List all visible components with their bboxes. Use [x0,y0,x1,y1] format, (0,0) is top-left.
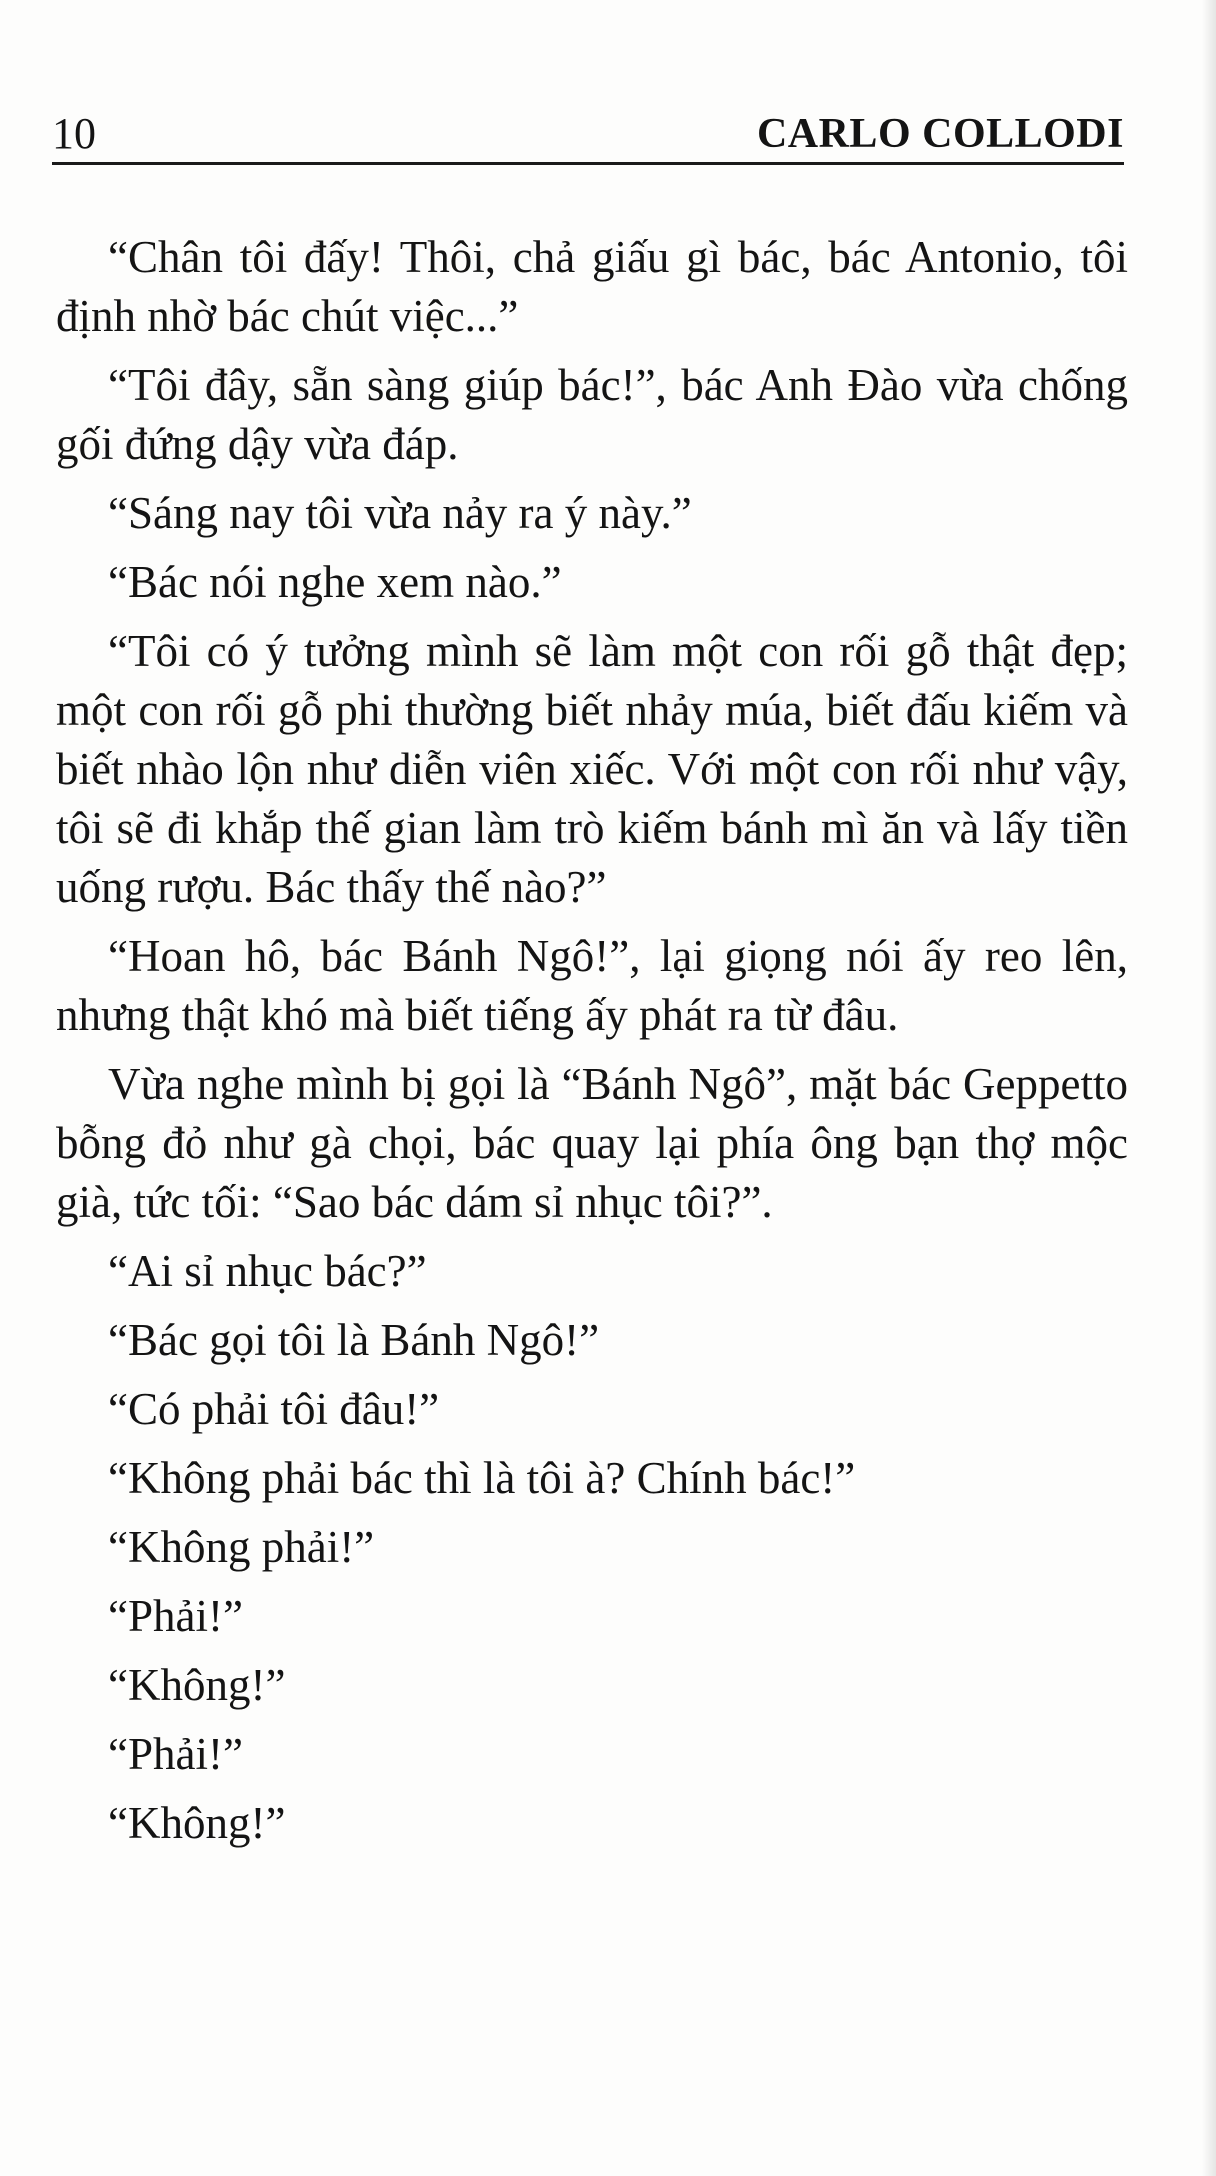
paragraph: “Không phải bác thì là tôi à? Chính bác!” [108,1453,856,1503]
paragraph: “Tôi có ý tưởng mình sẽ làm một con rối gỗ thật đẹp; một con rối gỗ phi thường biết nhảy múa, biết đấu kiếm và biết nhào lộn như diễn viên xiếc. Với một con rối như vậy, tôi sẽ đi khắp thế gian làm trò kiếm bánh mì ăn và lấy tiền uống rượu. Bác thấy thế nào?” [56,626,1128,912]
paragraph: “Chân tôi đấy! Thôi, chả giấu gì bác, bác Antonio, tôi định nhờ bác chút việc...” [56,232,1128,341]
paragraph: “Không phải!” [108,1522,375,1572]
header-rule [52,162,1124,165]
paragraph: “Có phải tôi đâu!” [108,1384,440,1434]
page-edge-shadow [1202,0,1216,2176]
page-body [56,228,1128,1853]
paragraph: “Không!” [108,1660,286,1710]
page-number: 10 [52,109,96,158]
paragraph: “Không!” [108,1798,286,1848]
paragraph: “Phải!” [108,1591,243,1641]
paragraph: “Hoan hô, bác Bánh Ngô!”, lại giọng nói ấy reo lên, nhưng thật khó mà biết tiếng ấy phát ra từ đâu. [56,931,1128,1040]
page-header [52,108,1124,164]
paragraph: “Ai sỉ nhục bác?” [108,1246,427,1296]
paragraph: “Bác nói nghe xem nào.” [108,557,562,607]
running-title: CARLO COLLODI [756,111,1124,157]
paragraph: “Bác gọi tôi là Bánh Ngô!” [108,1315,600,1365]
paragraph: “Phải!” [108,1729,243,1779]
paragraph: “Sáng nay tôi vừa nảy ra ý này.” [108,488,692,538]
paragraph: “Tôi đây, sẵn sàng giúp bác!”, bác Anh Đào vừa chống gối đứng dậy vừa đáp. [56,360,1128,469]
paragraph: Vừa nghe mình bị gọi là “Bánh Ngô”, mặt bác Geppetto bỗng đỏ như gà chọi, bác quay lại phía ông bạn thợ mộc già, tức tối: “Sao bác dám sỉ nhục tôi?”. [56,1059,1128,1227]
